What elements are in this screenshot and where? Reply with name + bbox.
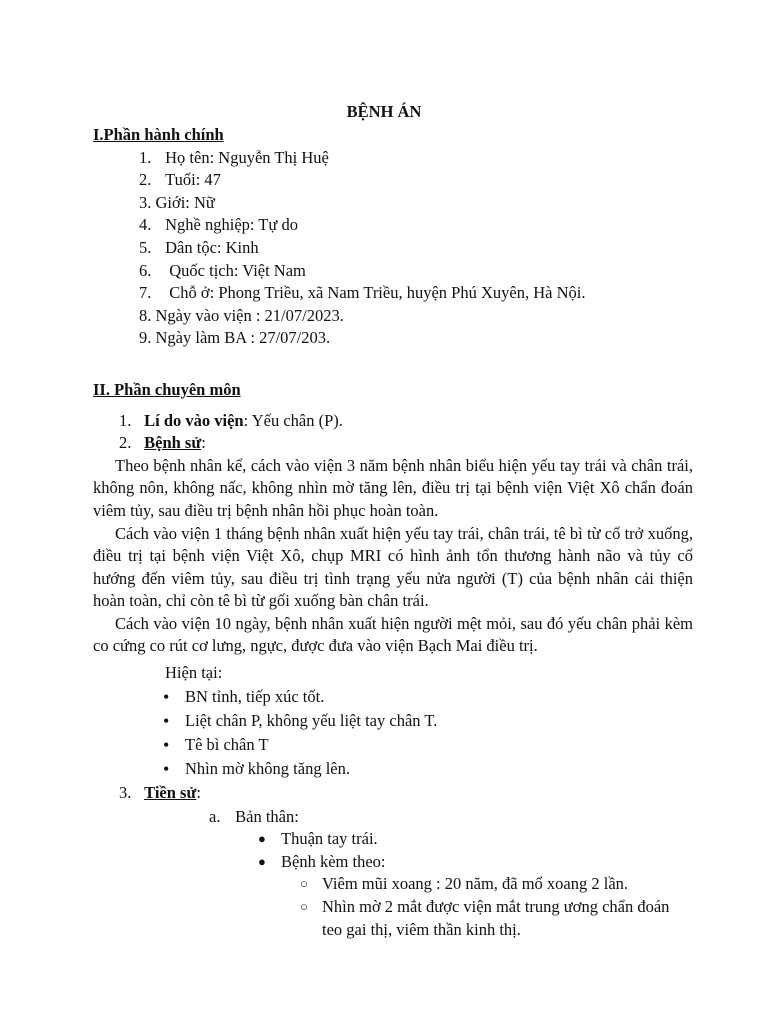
admin-info-item: 3. Giới: Nữ bbox=[139, 192, 215, 212]
list-item: • Liệt chân P, không yếu liệt tay chân T. bbox=[163, 711, 438, 732]
bullet-icon: • bbox=[163, 735, 170, 756]
section1-heading: I.Phần hành chính bbox=[93, 125, 224, 144]
past-history-line: 3. Tiền sử: bbox=[119, 783, 201, 803]
document-title: BỆNH ÁN bbox=[346, 102, 422, 121]
comorbidity-list bbox=[93, 873, 693, 941]
admin-info-item: 5. Dân tộc: Kinh bbox=[139, 237, 259, 257]
current-status-list bbox=[93, 686, 693, 781]
admin-info-item: 6. Quốc tịch: Việt Nam bbox=[139, 260, 306, 280]
history-paragraph: Cách vào viện 10 ngày, bệnh nhân xuất hiện người mệt mỏi, sau đó yếu chân phải kèm co cứng co rút cơ lưng, ngực, được đưa vào viện Bạch Mai điều trị. bbox=[93, 613, 693, 656]
circle-bullet-icon: ○ bbox=[300, 876, 308, 892]
list-item: ● Bệnh kèm theo: bbox=[258, 851, 693, 874]
bullet-icon: ● bbox=[258, 853, 266, 869]
history-paragraph: Theo bệnh nhân kể, cách vào viện 3 năm bệnh nhân biểu hiện yếu tay trái và chân trái, không nôn, không nấc, không nhìn mờ tăng lên, điều trị tại bệnh viện Việt Xô chẩn đoán viêm tủy, sau điều trị bệnh nhân hồi phục hoàn toàn. bbox=[93, 455, 693, 520]
admin-info-item: 8. Ngày vào viện : 21/07/2023. bbox=[139, 305, 344, 325]
admin-info-item: 2. Tuổi: 47 bbox=[139, 170, 221, 190]
list-item: • Tê bì chân T bbox=[163, 735, 269, 756]
list-item: ○ Nhìn mờ 2 mắt được viện mắt trung ương chẩn đoán teo gai thị, viêm thần kinh thị. bbox=[300, 896, 693, 941]
list-item: • BN tỉnh, tiếp xúc tốt. bbox=[163, 687, 325, 708]
admin-info-item: 4. Nghề nghiệp: Tự do bbox=[139, 215, 298, 235]
bullet-icon: • bbox=[163, 711, 170, 732]
bullet-icon: • bbox=[163, 759, 170, 780]
section2-heading: II. Phần chuyên môn bbox=[93, 379, 241, 399]
self-history-label: a. Bản thân: bbox=[209, 806, 299, 826]
document-body bbox=[93, 124, 693, 941]
reason-line: 1. Lí do vào viện: Yếu chân (P). 2. Bệnh sử: bbox=[93, 410, 693, 455]
history-paragraph: Cách vào viện 1 tháng bệnh nhân xuất hiện yếu tay trái, chân trái, tê bì từ cổ trở xuống, điều trị tại bệnh viện Việt Xô, chụp MRI có hình ảnh tổn thương hành não và tủy cổ hướng đến viêm tủy, sau điều trị tình trạng yếu nửa người (T) của bệnh nhân cải thiện hoàn toàn, chỉ còn tê bì từ gối xuống bàn chân trái. bbox=[93, 523, 693, 611]
list-item: ○ Viêm mũi xoang : 20 năm, đã mổ xoang 2 lần. bbox=[300, 873, 693, 896]
list-item: • Nhìn mờ không tăng lên. bbox=[163, 759, 350, 780]
admin-info-item: 9. Ngày làm BA : 27/07/203. bbox=[139, 328, 331, 348]
bullet-icon: ● bbox=[258, 831, 266, 847]
current-status-label: Hiện tại: bbox=[165, 663, 223, 683]
admin-info-item: 1. Họ tên: Nguyễn Thị Huệ bbox=[139, 147, 329, 167]
admin-info-item: 7. Chỗ ở: Phong Triều, xã Nam Triều, huyện Phú Xuyên, Hà Nội. bbox=[139, 283, 586, 303]
list-item: ● Thuận tay trái. bbox=[258, 828, 693, 851]
circle-bullet-icon: ○ bbox=[300, 899, 308, 914]
self-history-list bbox=[93, 828, 693, 873]
bullet-icon: • bbox=[163, 687, 170, 708]
admin-info-list bbox=[93, 147, 693, 350]
history-line: 2. Bệnh sử: bbox=[119, 433, 206, 453]
